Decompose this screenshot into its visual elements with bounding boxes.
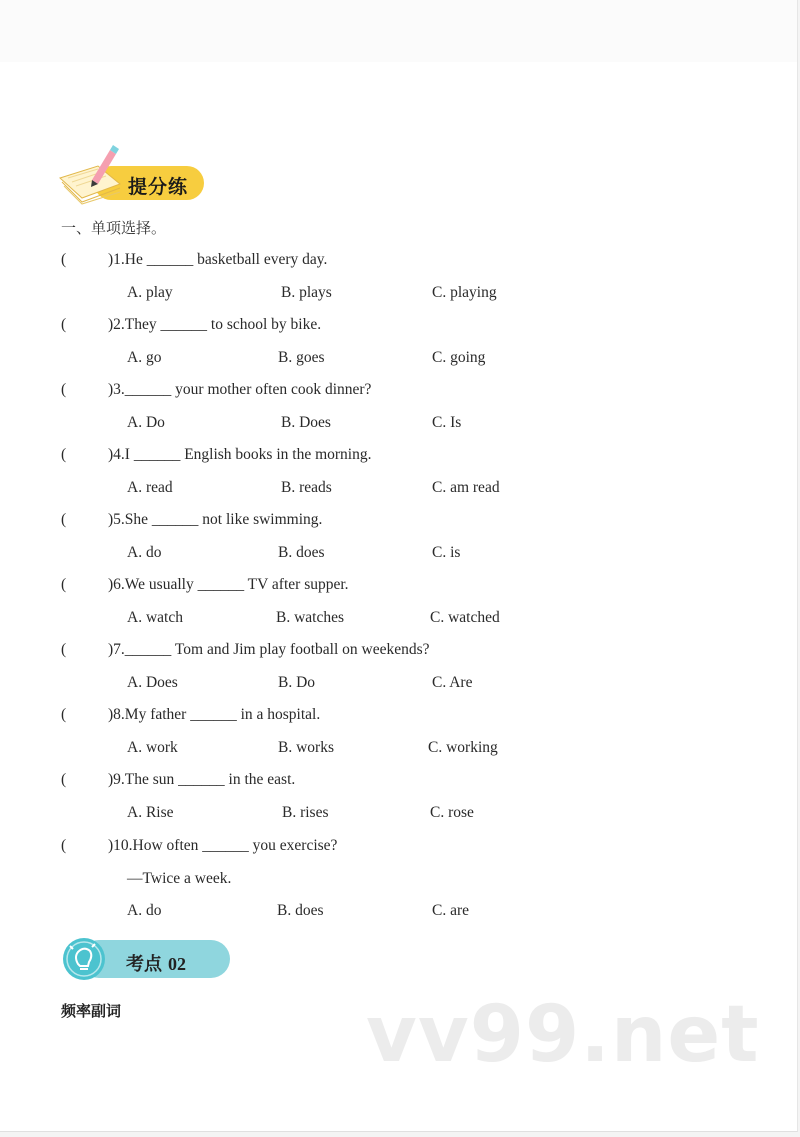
question-1	[0, 251, 760, 273]
question-10	[0, 837, 760, 859]
option-a: A. do	[127, 544, 162, 561]
question-3	[0, 381, 760, 403]
question-text: )4.I ______ English books in the morning.	[108, 446, 372, 463]
option-c: C. watched	[430, 609, 500, 626]
option-c: C. rose	[430, 804, 474, 821]
option-a: A. Do	[127, 414, 165, 431]
answer-paren: (	[61, 316, 67, 333]
answer-paren: (	[61, 381, 67, 398]
option-c: C. is	[432, 544, 461, 561]
option-b: B. Does	[281, 414, 331, 431]
answer-paren: (	[61, 771, 67, 788]
subheading: 频率副词	[61, 1002, 122, 1020]
option-b: B. watches	[276, 609, 345, 626]
option-b: B. reads	[281, 479, 332, 496]
options-3	[0, 414, 760, 436]
question-text: )7.______ Tom and Jim play football on weekends?	[108, 641, 430, 658]
option-c: C. playing	[432, 284, 497, 301]
question-8	[0, 706, 760, 728]
question-6	[0, 576, 760, 598]
practice-badge-label: 提分练	[128, 176, 189, 198]
option-c: C. going	[432, 349, 486, 366]
option-a: A. read	[127, 479, 173, 496]
answer-paren: (	[61, 446, 67, 463]
option-b: B. plays	[281, 284, 332, 301]
option-a: A. Does	[127, 674, 178, 691]
answer-paren: (	[61, 251, 67, 268]
question-text: )9.The sun ______ in the east.	[108, 771, 296, 788]
topic-badge-label	[126, 950, 186, 976]
answer-paren: (	[61, 576, 67, 593]
option-a: A. work	[127, 739, 178, 756]
page-top-margin	[0, 0, 797, 62]
watermark: vv99.net	[366, 990, 760, 1080]
question-7	[0, 641, 760, 663]
option-a: A. do	[127, 902, 162, 919]
option-c: C. Are	[432, 674, 473, 691]
section-title: 一、单项选择。	[61, 219, 167, 237]
question-text: )1.He ______ basketball every day.	[108, 251, 328, 268]
answer-paren: (	[61, 837, 67, 854]
question-text: )8.My father ______ in a hospital.	[108, 706, 321, 723]
options-7	[0, 674, 760, 696]
answer-paren: (	[61, 511, 67, 528]
option-b: B. works	[278, 739, 334, 756]
topic-label: 考点	[126, 954, 162, 975]
question-text: )2.They ______ to school by bike.	[108, 316, 322, 333]
option-a: A. go	[127, 349, 162, 366]
answer-line: —Twice a week.	[127, 870, 232, 887]
question-text: )5.She ______ not like swimming.	[108, 511, 323, 528]
options-6	[0, 609, 760, 631]
option-a: A. play	[127, 284, 173, 301]
options-2	[0, 349, 760, 371]
option-b: B. rises	[282, 804, 329, 821]
answer-paren: (	[61, 706, 67, 723]
question-4	[0, 446, 760, 468]
option-c: C. Is	[432, 414, 462, 431]
options-8	[0, 739, 760, 761]
option-c: C. am read	[432, 479, 500, 496]
options-10	[0, 902, 760, 924]
option-c: C. working	[428, 739, 498, 756]
options-1	[0, 284, 760, 306]
question-text: )6.We usually ______ TV after supper.	[108, 576, 349, 593]
option-c: C. are	[432, 902, 470, 919]
options-4	[0, 479, 760, 501]
option-b: B. goes	[278, 349, 325, 366]
options-5	[0, 544, 760, 566]
question-9	[0, 771, 760, 793]
option-a: A. Rise	[127, 804, 174, 821]
option-b: B. does	[278, 544, 325, 561]
options-9	[0, 804, 760, 826]
option-a: A. watch	[127, 609, 183, 626]
question-2	[0, 316, 760, 338]
option-b: B. does	[277, 902, 324, 919]
question-text: )10.How often ______ you exercise?	[108, 837, 338, 854]
option-b: B. Do	[278, 674, 316, 691]
topic-number: 02	[168, 954, 186, 974]
answer-paren: (	[61, 641, 67, 658]
question-text: )3.______ your mother often cook dinner?	[108, 381, 372, 398]
question-5	[0, 511, 760, 533]
